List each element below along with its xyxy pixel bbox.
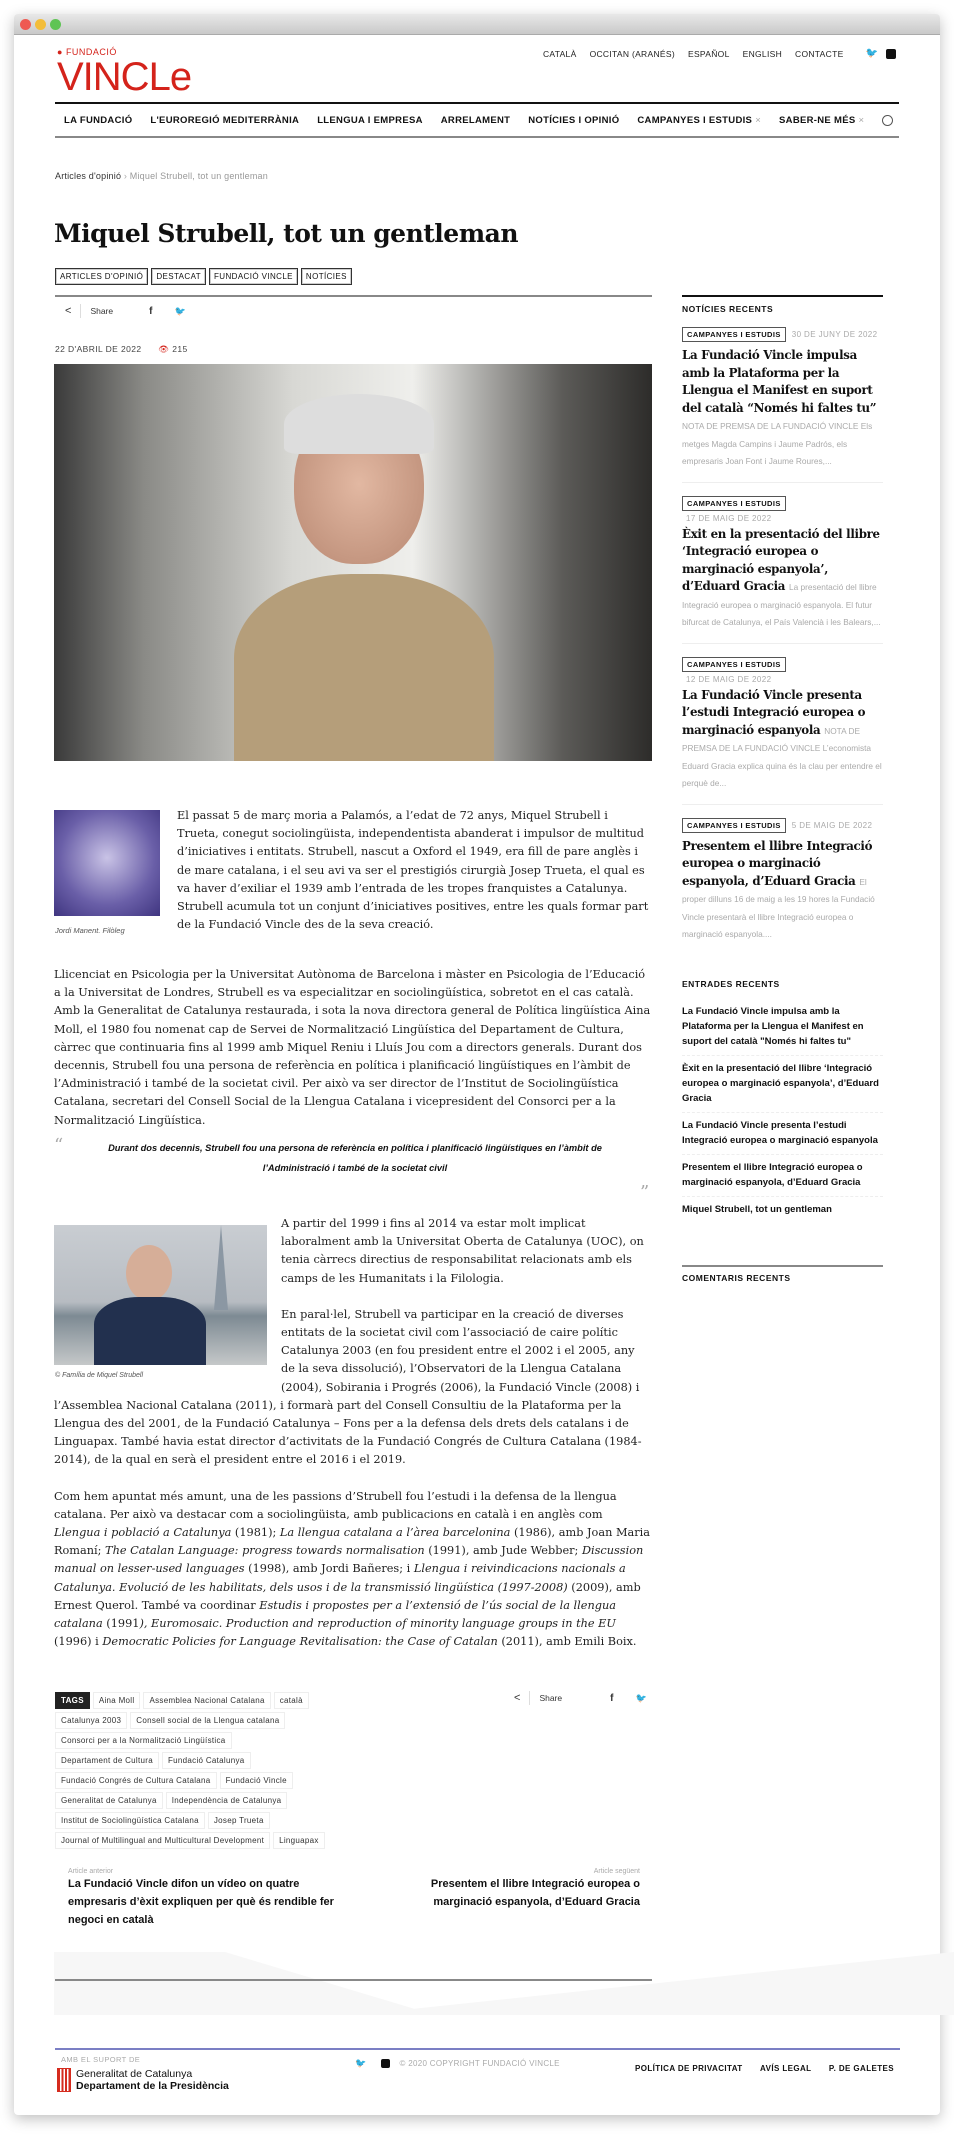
portrait-hair xyxy=(284,394,434,454)
publication-title: La llengua catalana a l’àrea barcelonina xyxy=(279,1526,511,1540)
footer-rule xyxy=(55,2048,900,2050)
news-date: 30 DE JUNY DE 2022 xyxy=(791,330,878,339)
facebook-icon[interactable]: f xyxy=(610,1692,614,1704)
publication-title: The Catalan Language: progress towards normalisation xyxy=(105,1544,425,1558)
copyright: © 2020 COPYRIGHT FUNDACIÓ VINCLE xyxy=(399,2059,560,2068)
tag-link[interactable]: Aina Moll xyxy=(93,1692,141,1709)
view-count: 215 xyxy=(172,344,188,354)
text-segment: (1998), amb Jordi Bañeres; i xyxy=(244,1562,414,1576)
text-segment: (2009), amb Ernest Querol. També va coordinar xyxy=(54,1580,641,1612)
text-segment: (1991), amb Jude Webber; xyxy=(424,1544,582,1558)
float-spacer xyxy=(54,1215,281,1395)
recent-post-link[interactable]: La Fundació Vincle impulsa amb la Plataforma per la Llengua el Manifest en suport del català "Només hi faltes tu" xyxy=(682,999,883,1056)
post-meta xyxy=(55,344,188,355)
legal-link[interactable]: AVÍS LEGAL xyxy=(760,2064,812,2073)
youtube-icon[interactable] xyxy=(381,2059,390,2068)
tag-link[interactable]: Institut de Sociolingüística Catalana xyxy=(55,1812,205,1829)
tag-list xyxy=(55,1692,328,1852)
gov-line1: Generalitat de Catalunya xyxy=(76,2068,193,2080)
maximize-window-button[interactable] xyxy=(50,19,61,30)
recent-post-link[interactable]: Èxit en la presentació del llibre ‘Integració europea o marginació espanyola’, d’Eduard Gracia xyxy=(682,1056,883,1113)
nav-euroregio[interactable]: L'EUROREGIÓ MEDITERRÀNIA xyxy=(150,114,300,126)
logo[interactable] xyxy=(57,47,191,97)
share-label[interactable]: Share xyxy=(90,306,114,316)
category-tag[interactable]: FUNDACIÓ VINCLE xyxy=(209,268,298,285)
generalitat-logo[interactable] xyxy=(57,2068,229,2092)
lang-occitan[interactable]: OCCITAN (ARANÉS) xyxy=(589,48,675,59)
next-title[interactable]: Presentem el llibre Integració europea o marginació espanyola, d’Eduard Gracia xyxy=(430,1878,640,1908)
nav-campanyes[interactable] xyxy=(637,115,761,126)
twitter-icon[interactable]: 🐦 xyxy=(355,2058,367,2068)
news-title-text[interactable]: Èxit en la presentació del llibre ‘Integració europea o marginació espanyola’, d’Eduard Gracia xyxy=(682,526,880,593)
portrait-sweater xyxy=(234,574,494,761)
tag-link[interactable]: Departament de Cultura xyxy=(55,1752,159,1769)
news-item[interactable] xyxy=(682,805,883,955)
news-item[interactable] xyxy=(682,483,883,644)
news-title[interactable] xyxy=(682,687,883,792)
news-excerpt: NOTA DE PREMSA DE LA FUNDACIÓ VINCLE L’economista Eduard Gracia explica quina és la clau per entendre el perquè de... xyxy=(682,725,882,788)
next-label: Article següent xyxy=(593,1868,640,1875)
contact-link[interactable]: CONTACTE xyxy=(795,48,844,59)
tag-row xyxy=(55,1792,328,1809)
tag-link[interactable]: Independència de Catalunya xyxy=(166,1792,288,1809)
news-category[interactable]: CAMPANYES I ESTUDIS xyxy=(682,496,786,511)
tag-link[interactable]: Linguapax xyxy=(273,1832,325,1849)
tag-row xyxy=(55,1752,328,1769)
publication-title: ), Euromosaic. Production and reproduction of minority language groups in the EU xyxy=(139,1617,616,1631)
category-tag[interactable]: NOTÍCIES xyxy=(301,268,352,285)
open-quote-icon: “ xyxy=(54,1135,64,1156)
text-segment: (1981); xyxy=(231,1526,280,1540)
tag-row xyxy=(55,1812,328,1829)
article-wrap xyxy=(54,1215,652,1651)
close-quote-icon: ” xyxy=(640,1182,650,1203)
news-title-text[interactable]: La Fundació Vincle impulsa amb la Plataforma per la Llengua el Manifest en suport del català “Només hi faltes tu” xyxy=(682,348,877,415)
news-heading: NOTÍCIES RECENTS xyxy=(682,304,774,314)
paragraph: El passat 5 de març moria a Palamós, a l’edat de 72 anys, Miquel Strubell i Trueta, conegut sociolingüista, independentista abanderat i impulsor de multitud d’iniciatives i entitats. Strubell, nascut a Oxford el 1949, era fill de pare anglès i de mare catalana, i el seu avi va ser el prestigiós cirurgià Josep Trueta, el qual es va haver d’exiliar el 1939 amb l’entrada de les tropes franquistes a Catalunya. Strubell acumula tot un conjunt d’iniciatives positives, entre les quals formar part de la Fundació Vincle des de la seva creació. xyxy=(177,809,649,932)
tag-link[interactable]: Fundació Congrés de Cultura Catalana xyxy=(55,1772,217,1789)
news-excerpt: El proper dilluns 16 de maig a les 19 hores la Fundació Vincle presentarà el llibre Integració europea o marginació espanyola.... xyxy=(682,876,875,939)
support-label: AMB EL SUPORT DE xyxy=(61,2055,141,2064)
tag-link[interactable]: Fundació Vincle xyxy=(220,1772,293,1789)
tag-link[interactable]: Josep Trueta xyxy=(208,1812,270,1829)
tags-label: TAGS xyxy=(55,1692,90,1709)
prev-title[interactable]: La Fundació Vincle difon un vídeo on quatre empresaris d’èxit expliquen per què és rendible fer negoci en català xyxy=(68,1878,334,1926)
text-segment: (1986), amb Joan Maria Romaní; xyxy=(54,1526,650,1558)
publication-title: Llengua i reivindicacions nacionals a Catalunya. Evolució de les habilitats, dels usos i de la transmissió lingüística (1997-2008) xyxy=(54,1562,626,1594)
share-bar xyxy=(65,304,186,318)
recent-list xyxy=(682,999,883,1223)
share-label[interactable]: Share xyxy=(539,1693,563,1703)
news-meta xyxy=(682,815,883,833)
news-item[interactable] xyxy=(682,644,883,805)
share-bar-bottom xyxy=(514,1691,647,1705)
tag-link[interactable]: català xyxy=(274,1692,309,1709)
paragraph: A partir del 1999 i fins al 2014 va estar molt implicat laboralment amb la Universitat Oberta de Catalunya (UOC), on tenia càrrecs directius de responsabilitat relacionats amb els camps de les Humanitats i la Filologia. xyxy=(281,1217,644,1285)
footer-center xyxy=(355,2058,560,2069)
publication-title: Discussion manual on lesser-used languages xyxy=(54,1544,644,1576)
privacy-link[interactable]: POLÍTICA DE PRIVACITAT xyxy=(634,2064,743,2073)
tag-link[interactable]: Assemblea Nacional Catalana xyxy=(143,1692,270,1709)
window-titlebar xyxy=(14,14,940,35)
twitter-icon[interactable]: 🐦 xyxy=(865,48,878,59)
twitter-icon[interactable]: 🐦 xyxy=(174,305,186,316)
share-icon[interactable]: < xyxy=(65,305,72,317)
submenu-indicator-icon: × xyxy=(755,114,762,126)
news-title[interactable] xyxy=(682,838,883,943)
news-title-text[interactable]: Presentem el llibre Integració europea o marginació espanyola, d’Eduard Gracia xyxy=(682,838,873,888)
views-icon: 👁 xyxy=(158,344,170,354)
search-icon[interactable] xyxy=(882,115,893,126)
news-category[interactable]: CAMPANYES I ESTUDIS xyxy=(682,818,786,833)
nav-saber-ne-mes[interactable] xyxy=(779,115,864,126)
tag-row xyxy=(55,1832,328,1849)
tag-link[interactable]: Consell social de la Llengua catalana xyxy=(130,1712,285,1729)
breadcrumb-current: Miquel Strubell, tot un gentleman xyxy=(129,171,268,181)
paragraph xyxy=(54,1488,652,1652)
cookies-link[interactable]: P. DE GALETES xyxy=(828,2064,894,2073)
lang-catala[interactable]: CATALÀ xyxy=(542,48,577,59)
breadcrumb xyxy=(55,171,268,181)
nav-noticies-opinio[interactable]: NOTÍCIES I OPINIÓ xyxy=(528,114,620,126)
news-date: 12 DE MAIG DE 2022 xyxy=(686,674,772,684)
divider xyxy=(55,295,652,297)
news-list xyxy=(682,314,883,955)
news-meta xyxy=(682,493,883,523)
post-date: 22 D'ABRIL DE 2022 xyxy=(55,344,142,354)
tag-row xyxy=(55,1692,328,1709)
author-photo xyxy=(54,810,160,916)
pull-quote: Durant dos decennis, Strubell fou una persona de referència en política i planificació lingüístiques en l’àmbit de l’Administració i també de la societat civil xyxy=(108,1143,602,1173)
publication-title: Estudis i propostes per a l’extensió de l’ús social de la llengua catalana xyxy=(54,1598,616,1631)
recent-post-link[interactable]: Miquel Strubell, tot un gentleman xyxy=(682,1203,832,1215)
photo-caption: © Família de Miquel Strubell xyxy=(55,1372,144,1379)
logo-small: ● FUNDACIÓ xyxy=(57,47,117,57)
close-window-button[interactable] xyxy=(20,19,31,30)
logo-main: VINCLe xyxy=(57,55,192,99)
breadcrumb-parent[interactable]: Articles d'opinió xyxy=(55,171,122,181)
sidebar xyxy=(682,295,883,1283)
news-category[interactable]: CAMPANYES I ESTUDIS xyxy=(682,657,786,672)
recent-post-link[interactable]: La Fundació Vincle presenta l’estudi Integració europea o marginació espanyola xyxy=(682,1113,883,1155)
nav-arrelament[interactable]: ARRELAMENT xyxy=(440,114,511,126)
tag-row xyxy=(55,1772,328,1789)
publication-title: Democratic Policies for Language Revitalisation: the Case of Catalan xyxy=(102,1635,498,1649)
news-category[interactable]: CAMPANYES I ESTUDIS xyxy=(682,327,786,342)
tag-row xyxy=(55,1732,328,1749)
featured-image xyxy=(54,364,652,761)
tag-link[interactable]: Generalitat de Catalunya xyxy=(55,1792,163,1809)
language-links xyxy=(530,48,896,59)
lang-espanol[interactable]: ESPAÑOL xyxy=(687,48,730,59)
tag-link[interactable]: Journal of Multilingual and Multicultural Development xyxy=(55,1832,270,1849)
senyera-icon xyxy=(57,2068,71,2092)
text-segment: (1996) i xyxy=(54,1635,103,1649)
page-title: Miquel Strubell, tot un gentleman xyxy=(54,219,519,248)
news-title-text[interactable]: La Fundació Vincle presenta l’estudi Integració europea o marginació espanyola xyxy=(682,687,866,737)
share-icon[interactable]: < xyxy=(514,1692,521,1704)
news-title[interactable] xyxy=(682,526,883,631)
tag-link[interactable]: Catalunya 2003 xyxy=(55,1712,127,1729)
lang-english[interactable]: ENGLISH xyxy=(742,48,783,59)
prev-article[interactable] xyxy=(68,1868,358,1929)
news-excerpt: La presentació del llibre Integració europea o marginació espanyola. El futur bifurcat de Catalunya, el País Valencià i les Balears,... xyxy=(682,582,881,627)
paragraph: En paral·lel, Strubell va participar en la creació de diverses entitats de la societat civil com l’associació de caire polític Catalunya 2003 (en fou president entre el 2002 i el 2005, any de la seva dissolució), l’Observatori de la Llengua Catalana (2004), Sobirania i Progrés (2006), la Fundació Vincle (2008) i l’Assemblea Nacional Catalana (2011), i formarà part del Consell Consultiu de la Plataforma per la Llengua des del 2001, de la Fundació Catalunya – Fons per a la defensa dels drets dels catalans i de Linguapax. També havia estat director d’activitats de la Fundació Congrés de Cultura Catalana (1984-2014), de la qual en serà el president entre el 2016 i el 2019. xyxy=(54,1307,642,1467)
publication-title: Llengua i població a Catalunya xyxy=(54,1526,232,1540)
nav-label: CAMPANYES I ESTUDIS xyxy=(637,114,753,126)
news-excerpt: NOTA DE PREMSA DE LA FUNDACIÓ VINCLE Els metges Magda Campins i Jaume Padrós, els empresaris Joan Font i Jaume Roures,... xyxy=(682,421,873,466)
facebook-icon[interactable]: f xyxy=(149,305,153,317)
paragraph: Llicenciat en Psicologia per la Universitat Autònoma de Barcelona i màster en Psicologia de l’Educació a la Universitat de Londres, Strubell es va especialitzar en sociolingüística, sobretot en el cas català. Amb la Generalitat de Catalunya restaurada, i sota la nova directora general de Política lingüística Aina Moll, el 1980 fou nomenat cap de Servei de Normalització Lingüística del Departament de Cultura, càrrec que continuaria fins al 1999 amb Miquel Reniu i Lluís Jou com a directors generals. Durant dos decennis, Strubell fou una persona de referència en política i planificació lingüístiques en l’àmbit de l’Administració i també de la societat civil. Per això va ser director de l’Institut de Sociolingüística Catalana, secretari del Consell Social de la Llengua Catalana i vicepresident del Consorci per a la Normalització Lingüística. xyxy=(54,968,651,1127)
category-list xyxy=(55,266,355,285)
tag-link[interactable]: Fundació Catalunya xyxy=(162,1752,251,1769)
news-meta xyxy=(682,654,883,684)
news-title[interactable] xyxy=(682,347,883,470)
text-segment: (1991 xyxy=(102,1617,140,1631)
news-date: 17 DE MAIG DE 2022 xyxy=(686,513,772,523)
text-segment: (2011), amb Emili Boix. xyxy=(497,1635,637,1649)
footer-links xyxy=(622,2058,894,2076)
news-meta xyxy=(682,324,883,342)
submenu-indicator-icon: × xyxy=(858,114,865,126)
youtube-icon[interactable] xyxy=(886,49,896,59)
divider xyxy=(55,1979,652,1981)
category-tag[interactable]: ARTICLES D'OPINIÓ xyxy=(55,268,148,285)
comments-heading: COMENTARIS RECENTS xyxy=(682,1272,791,1283)
main-nav xyxy=(55,102,899,138)
category-tag[interactable]: DESTACAT xyxy=(151,268,206,285)
minimize-window-button[interactable] xyxy=(35,19,46,30)
recent-heading: ENTRADES RECENTS xyxy=(682,978,780,989)
news-item[interactable] xyxy=(682,314,883,483)
twitter-icon[interactable]: 🐦 xyxy=(635,1692,647,1703)
breadcrumb-separator: › xyxy=(123,171,128,181)
next-article[interactable] xyxy=(400,1868,640,1911)
text-segment: Com hem apuntat més amunt, una de les passions d’Strubell fou l’estudi i la defensa de la llengua catalana. Per això va destacar com a sociolingüista, amb publicacions en català i en anglès com xyxy=(54,1489,617,1521)
gov-line2: Departament de la Presidència xyxy=(76,2080,229,2092)
nav-llengua-empresa[interactable]: LLENGUA I EMPRESA xyxy=(317,114,423,126)
nav-label: SABER-NE MÉS xyxy=(779,114,856,126)
tag-link[interactable]: Consorci per a la Normalització Lingüística xyxy=(55,1732,232,1749)
tag-row xyxy=(55,1712,328,1729)
nav-la-fundacio[interactable]: LA FUNDACIÓ xyxy=(64,114,133,126)
news-date: 5 DE MAIG DE 2022 xyxy=(791,820,873,830)
prev-label: Article anterior xyxy=(68,1868,114,1875)
author-caption: Jordi Manent. Filòleg xyxy=(55,926,125,935)
recent-post-link[interactable]: Presentem el llibre Integració europea o marginació espanyola, d’Eduard Gracia xyxy=(682,1155,883,1197)
